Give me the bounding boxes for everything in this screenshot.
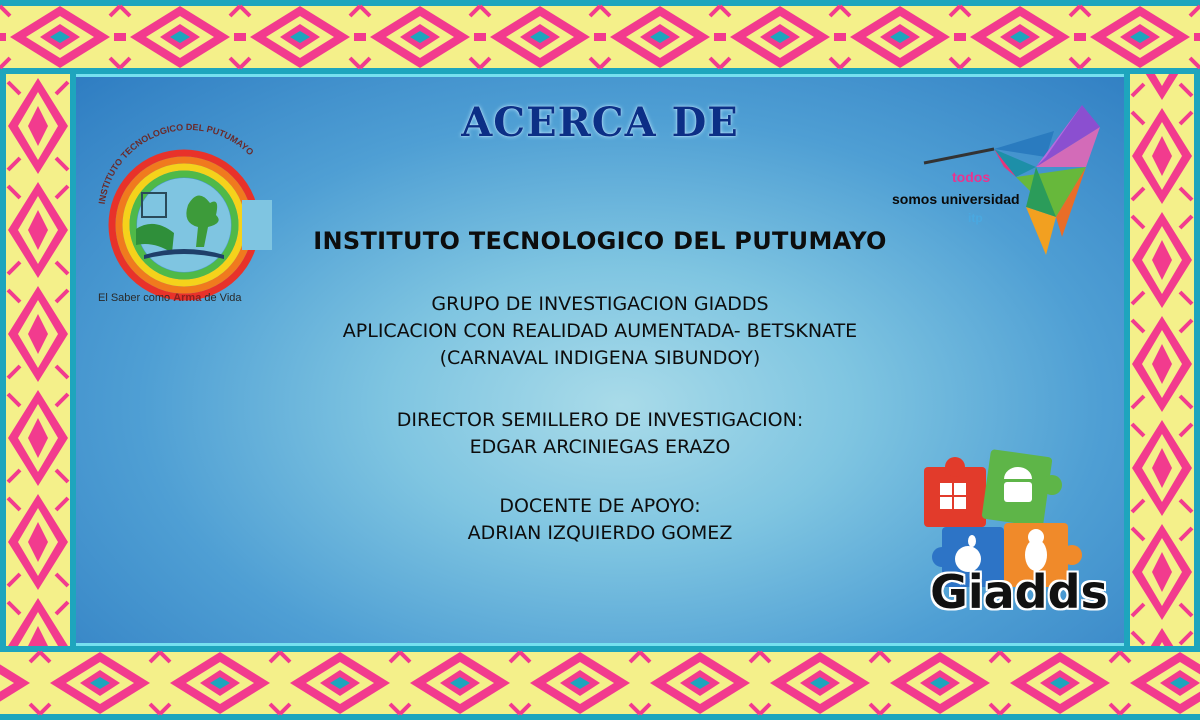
border-pattern-left bbox=[0, 74, 76, 646]
border-pattern-bottom bbox=[0, 646, 1200, 720]
itp-logo bbox=[84, 105, 294, 315]
docente-label: DOCENTE DE APOYO: bbox=[499, 495, 701, 517]
institution-name: INSTITUTO TECNOLOGICO DEL PUTUMAYO bbox=[313, 227, 887, 255]
giadds-brand-text: Giadds bbox=[930, 565, 1108, 619]
rainbow-ring bbox=[112, 153, 272, 297]
app-name: APLICACION CON REALIDAD AUMENTADA- BETSKNATE bbox=[342, 320, 858, 342]
slogan-itp: itp bbox=[968, 211, 983, 225]
content-panel bbox=[76, 74, 1124, 646]
border-pattern-right bbox=[1124, 74, 1200, 646]
border-pattern-top bbox=[0, 0, 1200, 74]
research-group-block bbox=[76, 291, 1124, 372]
director-name: EDGAR ARCINIEGAS ERAZO bbox=[469, 436, 731, 458]
slogan-universidad: somos universidad bbox=[892, 191, 1020, 207]
slogan-todos: todos bbox=[952, 169, 991, 185]
group-name: GRUPO DE INVESTIGACION GIADDS bbox=[431, 293, 769, 315]
logo-motto: El Saber como Arma de Vida bbox=[98, 292, 242, 304]
docente-name: ADRIAN IZQUIERDO GOMEZ bbox=[467, 522, 733, 544]
director-label: DIRECTOR SEMILLERO DE INVESTIGACION: bbox=[396, 409, 804, 431]
page-title: ACERCA DE bbox=[461, 99, 739, 146]
app-subtitle: (CARNAVAL INDIGENA SIBUNDOY) bbox=[439, 347, 761, 369]
logo-arc-text: INSTITUTO TECNOLOGICO DEL PUTUMAYO bbox=[96, 121, 256, 205]
android-icon bbox=[1004, 467, 1032, 502]
